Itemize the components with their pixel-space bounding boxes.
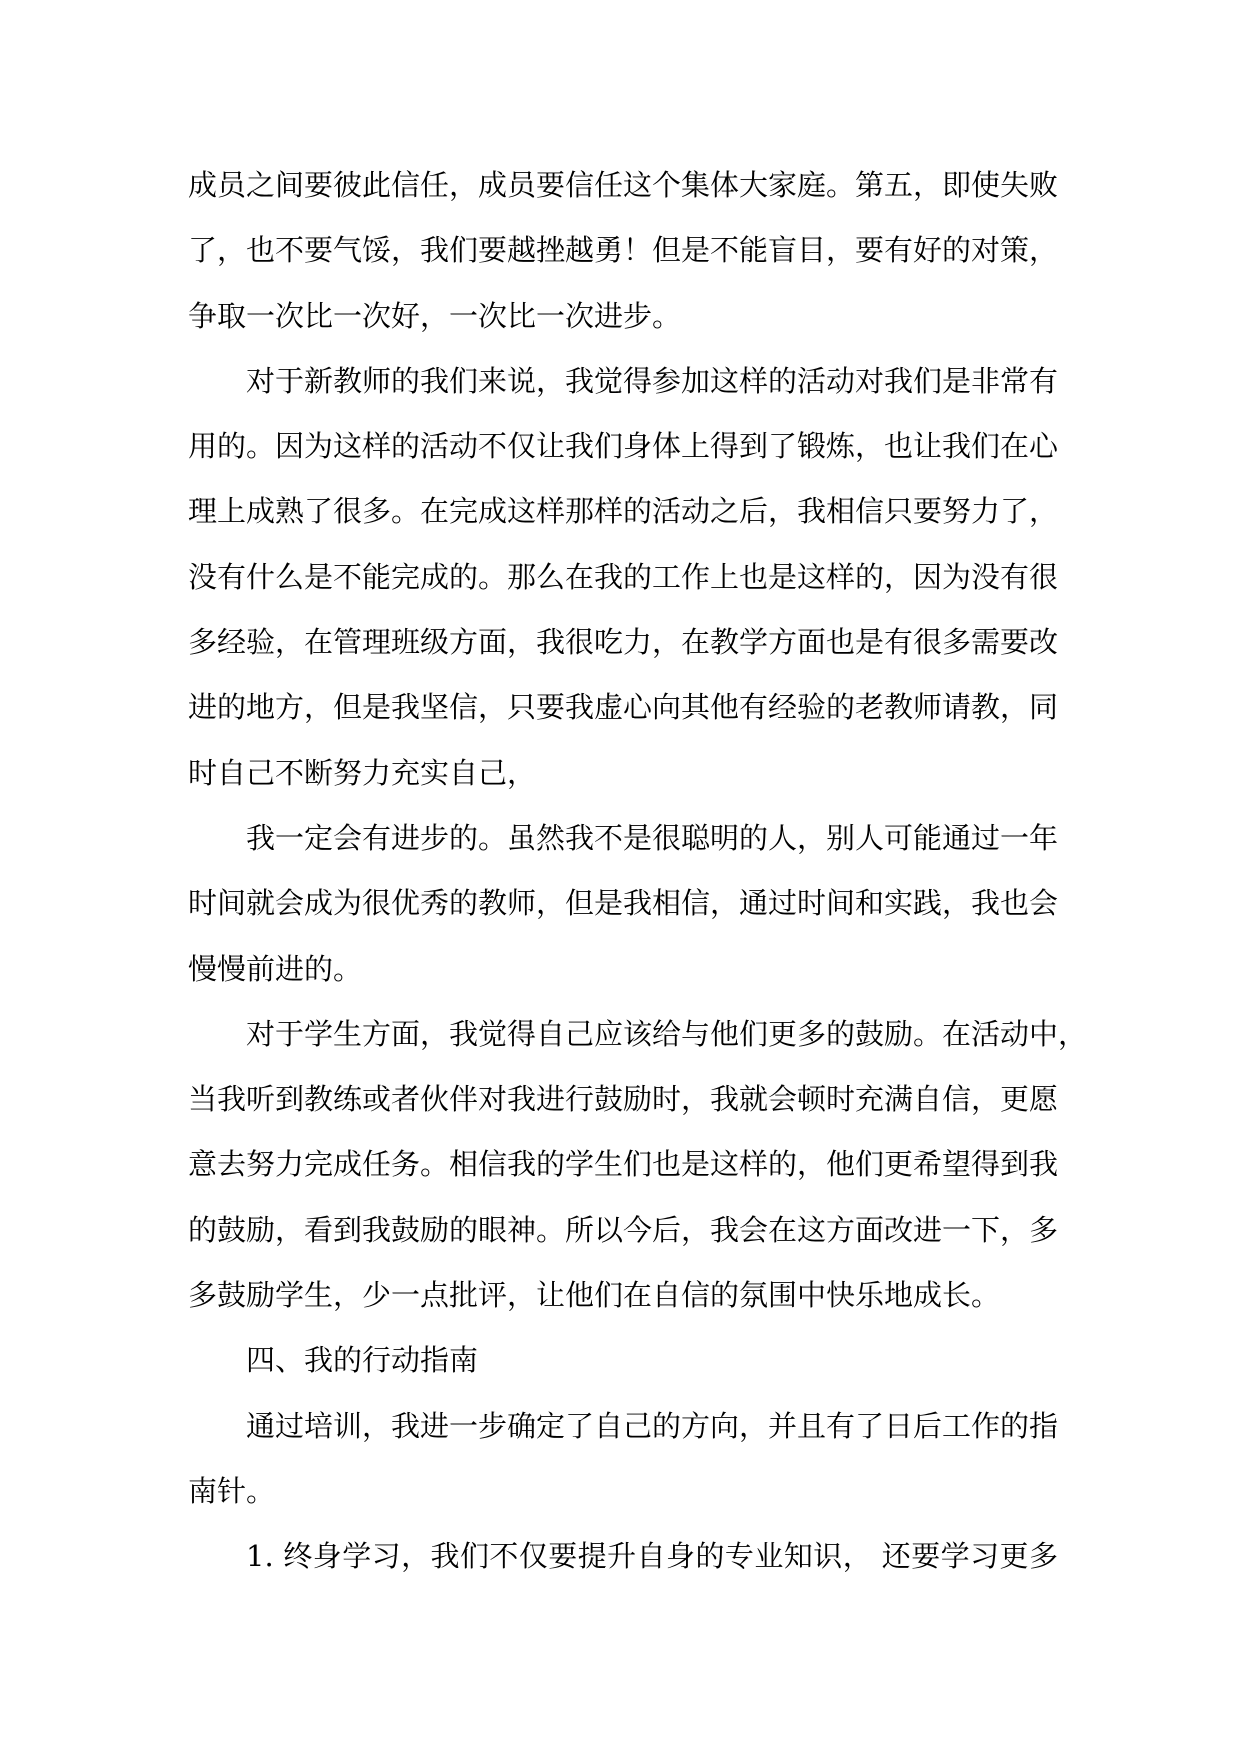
paragraph-first-line: 我一定会有进步的。虽然我不是很聪明的人，别人可能通过一年 [246, 820, 1059, 855]
document-body [188, 160, 1088, 1597]
text-line: 理上成熟了很多。在完成这样那样的活动之后，我相信只要努力了， [188, 494, 1059, 529]
text-line: 意去努力完成任务。相信我的学生们也是这样的，他们更希望得到我 [188, 1147, 1059, 1182]
paragraph-first-line: 通过培训，我进一步确定了自己的方向，并且有了日后工作的指 [246, 1408, 1059, 1443]
text-line: 多鼓励学生，少一点批评，让他们在自信的氛围中快乐地成长。 [188, 1278, 1001, 1313]
text-line: 用的。因为这样的活动不仅让我们身体上得到了锻炼，也让我们在心 [188, 429, 1059, 464]
text-line: 时间就会成为很优秀的教师，但是我相信，通过时间和实践，我也会 [188, 886, 1059, 921]
text-line: 成员之间要彼此信任，成员要信任这个集体大家庭。第五，即使失败 [188, 168, 1059, 202]
list-item: 1. 终身学习，我们不仅要提升自身的专业知识， 还要学习更多 [246, 1539, 1058, 1574]
text-line: 的鼓励，看到我鼓励的眼神。所以今后，我会在这方面改进一下，多 [188, 1212, 1059, 1247]
paragraph-first-line: 对于新教师的我们来说，我觉得参加这样的活动对我们是非常有 [246, 363, 1059, 398]
text-line: 没有什么是不能完成的。那么在我的工作上也是这样的，因为没有很 [188, 559, 1059, 594]
text-line: 争取一次比一次好，一次比一次进步。 [188, 298, 682, 333]
text-line: 慢慢前进的。 [188, 951, 363, 986]
paragraph-first-line: 对于学生方面，我觉得自己应该给与他们更多的鼓励。在活动中， [246, 1016, 1088, 1051]
text-line: 了，也不要气馁，我们要越挫越勇！但是不能盲目，要有好的对策， [188, 233, 1059, 268]
text-line: 当我听到教练或者伙伴对我进行鼓励时，我就会顿时充满自信，更愿 [188, 1082, 1059, 1117]
text-line: 进的地方，但是我坚信，只要我虚心向其他有经验的老教师请教，同 [188, 690, 1059, 725]
text-line: 时自己不断努力充实自己， [188, 755, 537, 790]
text-line: 多经验，在管理班级方面，我很吃力，在教学方面也是有很多需要改 [188, 625, 1059, 660]
text-line: 南针。 [188, 1473, 276, 1508]
section-heading: 四、我的行动指南 [246, 1343, 479, 1378]
